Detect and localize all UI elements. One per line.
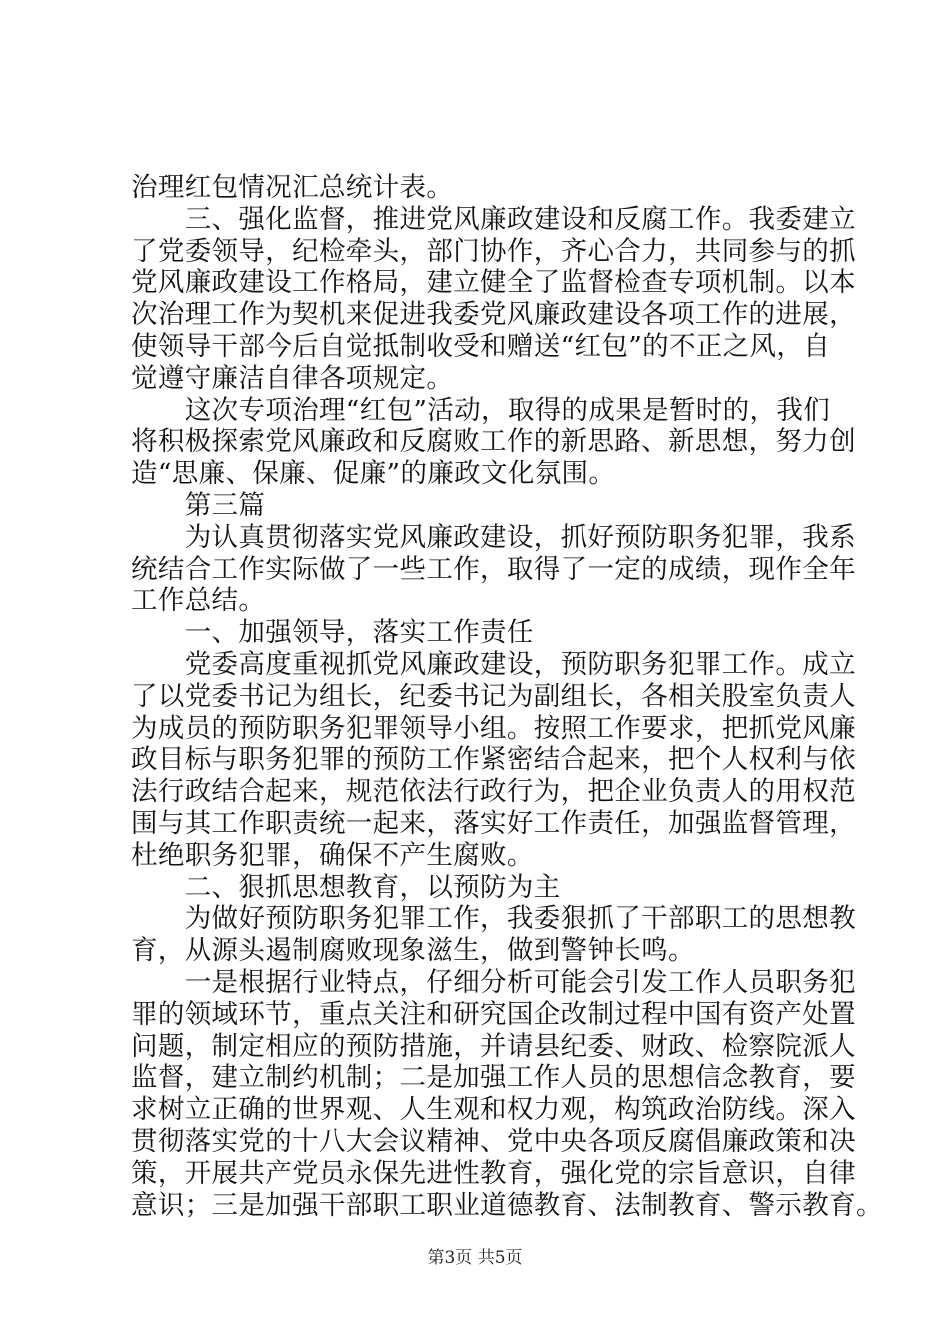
text-line: 为成员的预防职务犯罪领导小组。按照工作要求，把抓党风廉 xyxy=(131,712,856,744)
text-line: 工作总结。 xyxy=(131,585,266,617)
text-line: 监督，建立制约机制；二是加强工作人员的思想信念教育，要 xyxy=(131,1062,856,1094)
text-line: 求树立正确的世界观、人生观和权力观，构筑政治防线。深入 xyxy=(131,1094,856,1126)
text-line: 了党委领导，纪检牵头，部门协作，齐心合力，共同参与的抓 xyxy=(131,235,856,267)
text-line: 三、强化监督，推进党风廉政建设和反腐工作。我委建立 xyxy=(131,203,856,235)
section-heading: 二、狠抓思想教育，以预防为主 xyxy=(131,871,561,903)
section-heading: 一、加强领导，落实工作责任 xyxy=(131,617,534,649)
text-line: 将积极探索党风廉政和反腐败工作的新思路、新思想，努力创 xyxy=(131,426,856,458)
text-line: 围与其工作职责统一起来，落实好工作责任，加强监督管理， xyxy=(131,807,856,839)
text-line: 觉遵守廉洁自律各项规定。 xyxy=(131,362,454,394)
document-body xyxy=(131,172,883,1221)
text-line: 为认真贯彻落实党风廉政建设，抓好预防职务犯罪，我系 xyxy=(131,521,856,553)
text-line: 政目标与职务犯罪的预防工作紧密结合起来，把个人权利与依 xyxy=(131,744,856,776)
text-line: 法行政结合起来，规范依法行政行为，把企业负责人的用权范 xyxy=(131,776,856,808)
text-line: 了以党委书记为组长，纪委书记为副组长，各相关股室负责人 xyxy=(131,680,856,712)
text-line: 党风廉政建设工作格局，建立健全了监督检查专项机制。以本 xyxy=(131,267,856,299)
page-number-footer: 第3页 共5页 xyxy=(427,1248,523,1268)
text-line: 策，开展共产党员永保先进性教育，强化党的宗旨意识，自律 xyxy=(131,1157,856,1189)
text-line: 统结合工作实际做了一些工作，取得了一定的成绩，现作全年 xyxy=(131,553,856,585)
text-line: 一是根据行业特点，仔细分析可能会引发工作人员职务犯 xyxy=(131,966,856,998)
text-line: 党委高度重视抓党风廉政建设，预防职务犯罪工作。成立 xyxy=(131,648,856,680)
text-line: 治理红包情况汇总统计表。 xyxy=(131,172,454,203)
text-line: 为做好预防职务犯罪工作，我委狠抓了干部职工的思想教 xyxy=(131,903,856,935)
text-line: 问题，制定相应的预防措施，并请县纪委、财政、检察院派人 xyxy=(131,1030,856,1062)
text-line: 贯彻落实党的十八大会议精神、党中央各项反腐倡廉政策和决 xyxy=(131,1125,856,1157)
section-heading: 第三篇 xyxy=(131,489,266,521)
text-line: 杜绝职务犯罪，确保不产生腐败。 xyxy=(131,839,534,871)
text-line: 意识；三是加强干部职工职业道德教育、法制教育、警示教育。 xyxy=(131,1189,883,1221)
text-line: 罪的领域环节，重点关注和研究国企改制过程中国有资产处置 xyxy=(131,998,856,1030)
text-line: 造“思廉、保廉、促廉”的廉政文化氛围。 xyxy=(131,458,616,490)
text-line: 使领导干部今后自觉抵制收受和赠送“红包”的不正之风，自 xyxy=(131,330,831,362)
text-line: 次治理工作为契机来促进我委党风廉政建设各项工作的进展， xyxy=(131,299,856,331)
text-line: 这次专项治理“红包”活动，取得的成果是暂时的，我们 xyxy=(131,394,831,426)
text-line: 育，从源头遏制腐败现象滋生，做到警钟长鸣。 xyxy=(131,935,695,967)
